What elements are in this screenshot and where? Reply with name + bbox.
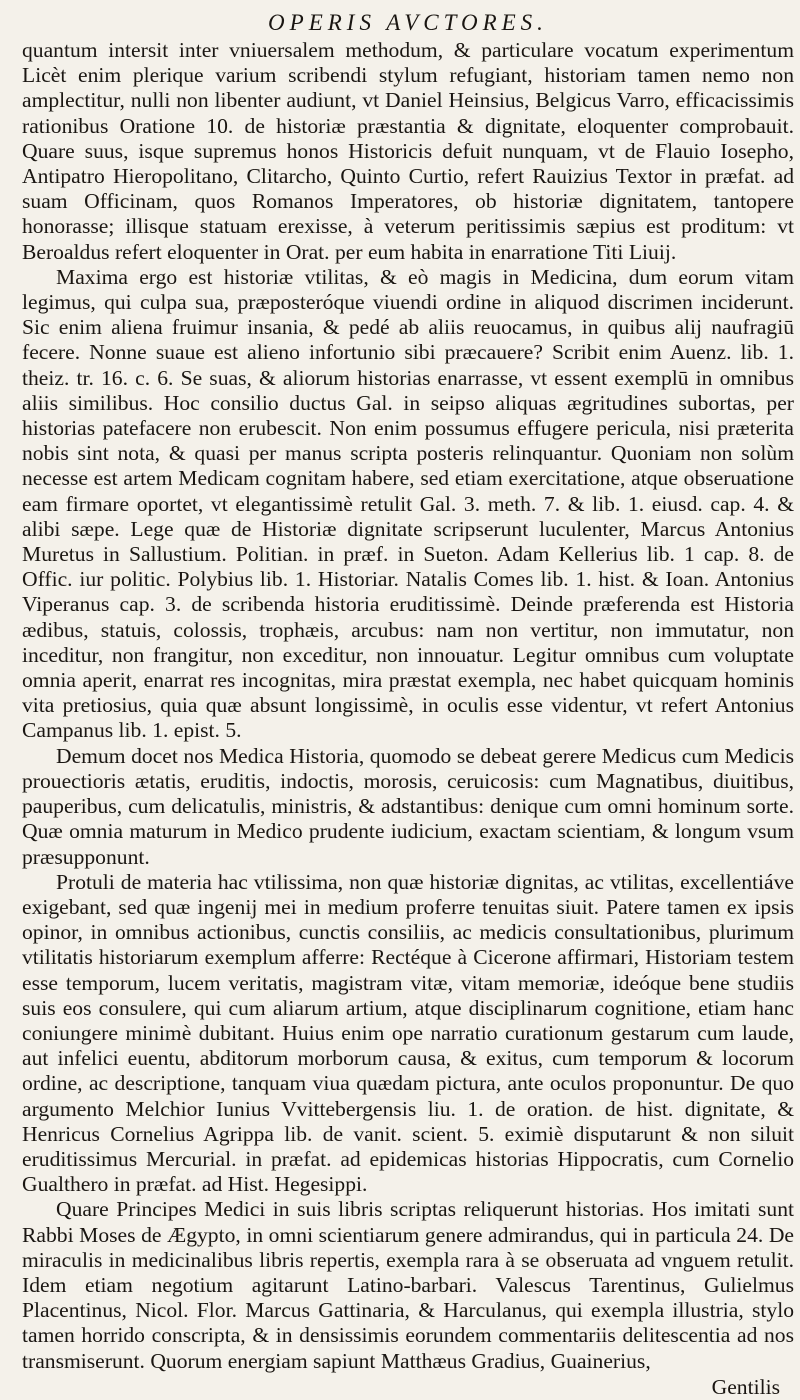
paragraph-3: Demum docet nos Medica Historia, quomodo se debeat gerere Medicus cum Medicis prouectioris ætatis, eruditis, indoctis, morosis, ceruicosis: cum Magnatibus, diuitibus, pauperibus, cum delicatulis, ministris, & adstantibus: denique cum omni hominum sorte. Quæ omnia maturum in Medico prudente iudicium, exactam scientiam, & longum vsum præsupponunt. — [22, 743, 794, 869]
paragraph-2: Maxima ergo est historiæ vtilitas, & eò magis in Medicina, dum eorum vitam legimus, qui culpa sua, præposteróque viuendi ordine in aliquod discrimen inciderunt. Sic enim aliena fruimur insania, & pedé ab aliis reuocamus, in quibus alij naufragiū fecere. Nonne suaue est alieno infortunio sibi præcauere? Scribit enim Auenz. lib. 1. theiz. tr. 16. c. 6. Se suas, & aliorum historias enarrasse, vt essent exemplū in omnibus aliis similibus. Hoc consilio ductus Gal. in seipso aliquas ægritudines subortas, per historias patefacere non erubescit. Non enim possumus effugere pericula, nisi præterita nobis sint nota, & quasi per manus scripta posteris relinquantur. Quoniam non solùm necesse est artem Medicam cognitam habere, sed etiam exercitatione, atque obseruatione eam firmare oportet, vt elegantissimè retulit Gal. 3. meth. 7. & lib. 1. eiusd. cap. 4. & alibi sæpe. Lege quæ de Historiæ dignitate scripserunt luculenter, Marcus Antonius Muretus in Sallustium. Politian. in præf. in Sueton. Adam Kellerius lib. 1 cap. 8. de Offic. iur politic. Polybius lib. 1. Historiar. Natalis Comes lib. 1. hist. & Ioan. Antonius Viperanus cap. 3. de scribenda historia eruditissimè. Deinde præferenda est Historia ædibus, statuis, colossis, trophæis, arcubus: nam non vertitur, non immutatur, non inceditur, non frangitur, non exceditur, non innouatur. Legitur omnibus cum voluptate omnia aperit, enarrat res incognitas, mira præstat exempla, nec habet quicquam hominis vita pretiosius, quia quæ absunt longissimè, in oculis esse videntur, vt refert Antonius Campanus lib. 1. epist. 5. — [22, 264, 794, 743]
paragraph-1: quantum intersit inter vniuersalem methodum, & particulare vocatum experimentum Licèt enim plerique varium scribendi stylum refugiant, historiam tamen nemo non amplectitur, nulli non libenter audiunt, vt Daniel Heinsius, Belgicus Varro, efficacissimis rationibus Oratione 10. de historiæ præstantia & dignitate, eloquenter comprobauit. Quare suus, isque supremus honos Historicis defuit nunquam, vt de Flauio Iosepho, Antipatro Hieropolitano, Clitarcho, Quinto Curtio, refert Rauizius Textor in præfat. ad suam Officinam, quos Romanos Imperatores, ob historiæ dignitatem, tantopere honorasse; illisque statuam erexisse, à veterum peritissimis sæpius est proditum: vt Beroaldus refert eloquenter in Orat. per eum habita in enarratione Titi Liuij. — [22, 38, 794, 264]
paragraph-4: Protuli de materia hac vtilissima, non quæ historiæ dignitas, ac vtilitas, excellentiáve exigebant, sed quæ ingenij mei in medium proferre tenuitas siuit. Patere tamen ex ipsis opinor, in omnibus actionibus, cunctis consiliis, ac medicis consultationibus, plurimum vtilitatis historiarum exemplum afferre: Rectéque à Cicerone affirmari, Historiam testem esse temporum, lucem veritatis, magistram vitæ, vitam memoriæ, ideóque bene studiis suis eos consulere, qui cum aliarum artium, atque disciplinarum cognitione, etiam hanc coniungere minimè dubitant. Huius enim ope narratio curationum gestarum cum laude, aut infelici euentu, abditorum morborum causa, & exitus, cum temporum & locorum ordine, ac descriptione, tanquam viua quædam pictura, ante oculos proponuntur. De quo argumento Melchior Iunius Vvittebergensis liu. 1. de oration. de hist. dignitate, & Henricus Cornelius Agrippa lib. de vanit. scient. 5. eximiè disputarunt & non siluit eruditissimus Mercurial. in præfat. ad epidemicas historias Hippocratis, cum Cornelio Gualthero in præfat. ad Hist. Hegesippi. — [22, 869, 794, 1197]
paragraph-5: Quare Principes Medici in suis libris scriptas reliquerunt historias. Hos imitati sunt Rabbi Moses de Ægypto, in omni scientiarum genere admirandus, qui in particula 24. De miraculis in medicinalibus libris repertis, exempla rara à se obseruata ad vnguem retulit. Idem etiam negotium agitarunt Latino-barbari. Valescus Tarentinus, Gulielmus Placentinus, Nicol. Flor. Marcus Gattinaria, & Harculanus, qui exempla illustria, stylo tamen horrido conscripta, & in densissimis eorundem commentariis delitescentia ad nos transmiserunt. Quorum energiam sapiunt Matthæus Gradius, Guainerius, — [22, 1197, 794, 1373]
running-head: OPERIS AVCTORES. — [268, 10, 548, 35]
body-text — [22, 38, 794, 1374]
catchword: Gentilis — [711, 1374, 780, 1399]
